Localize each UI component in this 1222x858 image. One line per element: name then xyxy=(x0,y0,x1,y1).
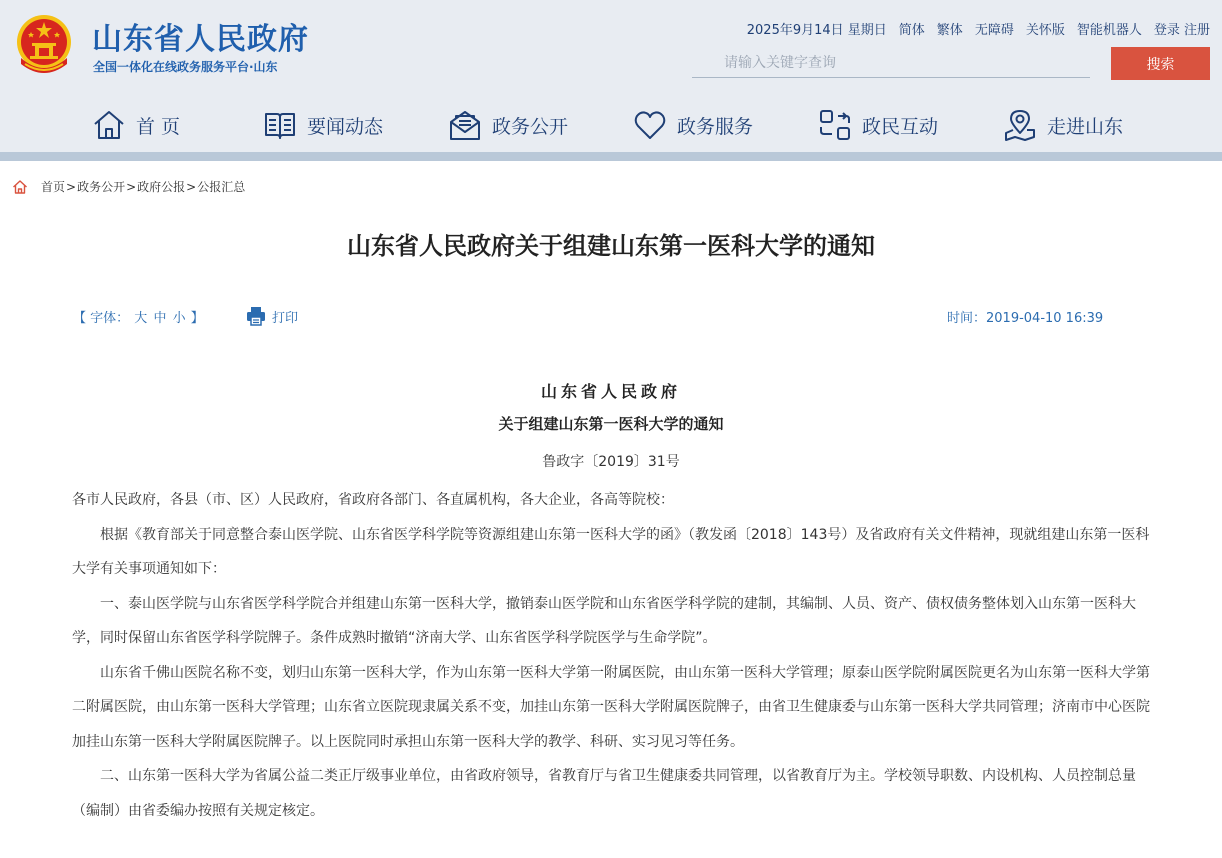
body-paragraph: 一、泰山医学院与山东省医学科学院合并组建山东第一医科大学，撤销泰山医学院和山东省医学科学院的建制，其编制、人员、资产、债权债务整体划入山东第一医科大学，同时保留山东省医学科学院牌子。条件成熟时撤销“济南大学、山东省医学科学院医学与生命学院”。 xyxy=(72,595,1136,646)
home-icon[interactable] xyxy=(12,179,28,195)
nav-item-services[interactable] xyxy=(633,104,753,146)
site-title[interactable]: 山东省人民政府 xyxy=(92,22,309,57)
mail-open-icon xyxy=(448,108,482,142)
breadcrumb-item-gazette-summary[interactable]: 公报汇总 xyxy=(197,180,246,194)
nav-label-news: 要闻动态 xyxy=(307,115,384,138)
site-subtitle: 全国一体化在线政务服务平台·山东 xyxy=(93,60,278,74)
breadcrumb-item-gov-affairs[interactable]: 政务公开 xyxy=(77,180,126,194)
nav-item-home[interactable] xyxy=(92,104,180,146)
document-issuer: 山东省人民政府 xyxy=(540,382,681,401)
smart-robot-link[interactable]: 智能机器人 xyxy=(1076,23,1142,38)
print-button[interactable] xyxy=(246,306,298,326)
home-icon xyxy=(92,108,126,142)
font-size-bracket: 】 xyxy=(190,311,204,326)
heart-icon xyxy=(633,108,667,142)
nav-label-services: 政务服务 xyxy=(677,115,754,138)
main-nav xyxy=(0,104,1222,148)
breadcrumb-item-gazette[interactable]: 政府公报 xyxy=(137,180,186,194)
breadcrumb-item-home[interactable]: 首页 xyxy=(41,180,66,194)
national-emblem-logo[interactable] xyxy=(13,12,75,78)
article-title: 山东省人民政府关于组建山东第一医科大学的通知 xyxy=(347,232,875,260)
body-paragraph: 根据《教育部关于同意整合泰山医学院、山东省医学科学院等资源组建山东第一医科大学的函》（教发函〔2018〕143号）及省政府有关文件精神，现就组建山东第一医科大学有关事项通知如下： xyxy=(72,526,1150,577)
font-size-medium[interactable]: 中 xyxy=(153,311,167,326)
site-header xyxy=(0,0,1222,152)
nav-label-interaction: 政民互动 xyxy=(862,115,939,138)
printer-icon xyxy=(246,306,266,326)
nav-label-about-shandong: 走进山东 xyxy=(1047,115,1124,138)
nav-label-gov-affairs: 政务公开 xyxy=(492,115,569,138)
nav-item-about-shandong[interactable] xyxy=(1003,104,1123,146)
header-divider xyxy=(0,152,1222,161)
search-input[interactable] xyxy=(692,48,1090,78)
publish-time: 时间：2019-04-10 16:39 xyxy=(947,311,1104,326)
traditional-chinese-link[interactable]: 繁体 xyxy=(936,23,963,38)
care-mode-link[interactable]: 关怀版 xyxy=(1025,23,1065,38)
font-size-label: 【 字体： xyxy=(73,311,130,326)
body-paragraph: 二、山东第一医科大学为省属公益二类正厅级事业单位，由省政府领导，省教育厅与省卫生健康委共同管理，以省教育厅为主。学校领导职数、内设机构、人员控制总量（编制）由省委编办按照有关规定核定。 xyxy=(72,768,1136,819)
book-icon xyxy=(263,108,297,142)
font-size-large[interactable]: 大 xyxy=(134,311,148,326)
nav-label-home: 首 页 xyxy=(136,115,181,138)
nav-item-gov-affairs[interactable] xyxy=(448,104,568,146)
accessibility-link[interactable]: 无障碍 xyxy=(974,23,1014,38)
document-number: 鲁政字〔2019〕31号 xyxy=(542,454,680,470)
login-register-link[interactable]: 登录 注册 xyxy=(1153,23,1210,38)
map-pin-icon xyxy=(1003,108,1037,142)
print-label: 打印 xyxy=(272,310,299,326)
top-links xyxy=(747,19,1210,38)
breadcrumb: 首页 > 政务公开 > 政府公报 > 公报汇总 xyxy=(12,178,245,195)
font-size-control xyxy=(73,307,204,326)
body-paragraph: 山东省千佛山医院名称不变，划归山东第一医科大学，作为山东第一医科大学第一附属医院，由山东第一医科大学管理；原泰山医学院附属医院更名为山东第一医科大学第二附属医院，由山东第一医科大学管理；山东省立医院现隶属关系不变，加挂山东第一医科大学附属医院牌子，由省卫生健康委与山东第一医科大学共同管理；济南市中心医院加挂山东第一医科大学附属医院牌子。以上医院同时承担山东第一医科大学的教学、科研、实习见习等任务。 xyxy=(72,664,1150,750)
document-title: 关于组建山东第一医科大学的通知 xyxy=(498,415,724,433)
current-date: 2025年9月14日 星期日 xyxy=(746,23,887,38)
body-paragraph-addressee: 各市人民政府，各县（市、区）人民政府，省政府各部门、各直属机构，各大企业，各高等院校： xyxy=(72,492,674,508)
simplified-chinese-link[interactable]: 简体 xyxy=(898,23,925,38)
font-size-small[interactable]: 小 xyxy=(172,311,186,326)
nav-item-interaction[interactable] xyxy=(818,104,938,146)
search-button[interactable]: 搜索 xyxy=(1111,47,1210,80)
nav-item-news[interactable] xyxy=(263,104,383,146)
interaction-icon xyxy=(818,108,852,142)
article-body xyxy=(72,483,1152,828)
